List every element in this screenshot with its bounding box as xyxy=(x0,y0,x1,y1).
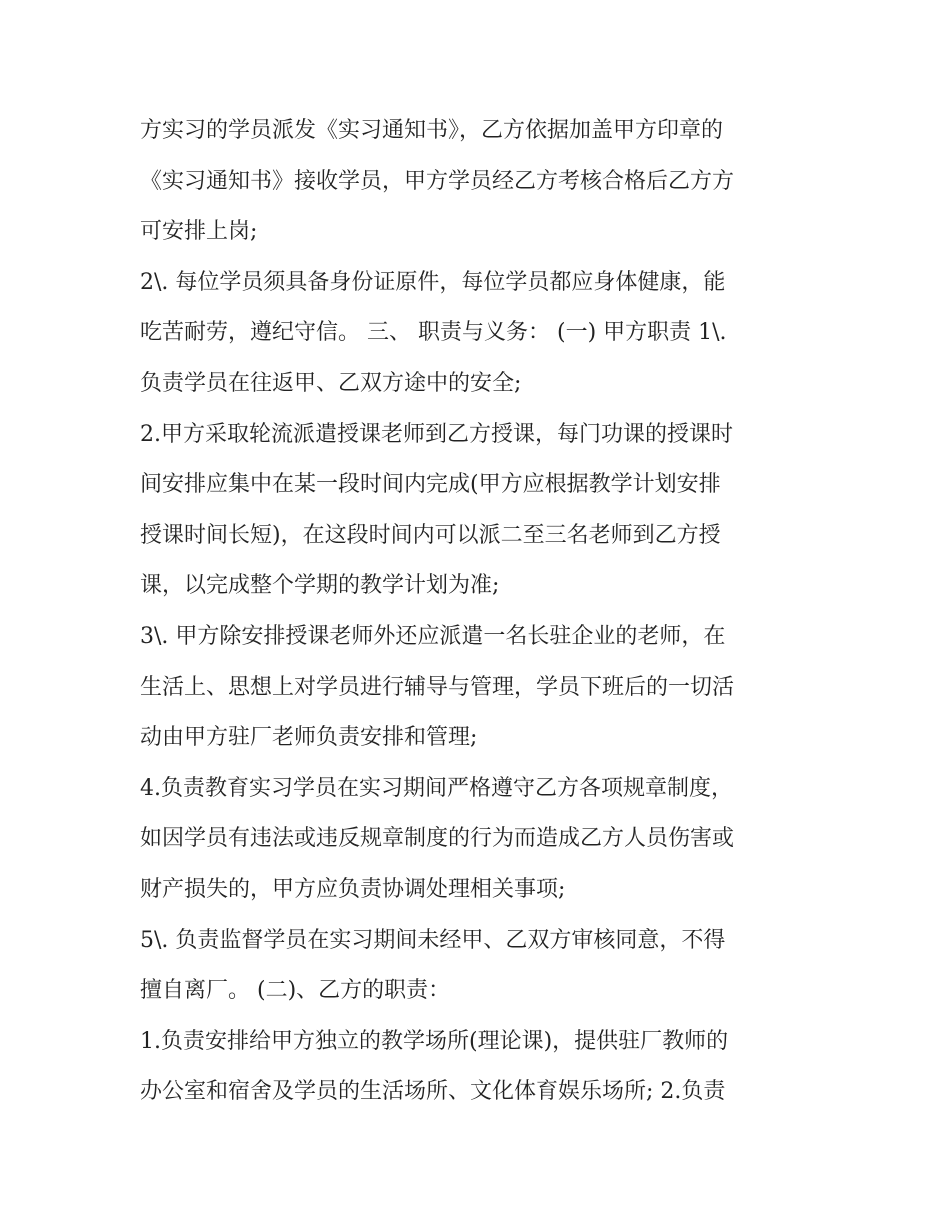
text-line: 动由甲方驻厂老师负责安排和管理; xyxy=(140,725,478,751)
text-line: 可安排上岗; xyxy=(140,219,258,245)
text-line: 课，以完成整个学期的教学计划为准; xyxy=(140,573,500,599)
text-line: 如因学员有违法或违反规章制度的行为而造成乙方人员伤害或 xyxy=(140,826,735,852)
text-line: 4.负责教育实习学员在实习期间严格遵守乙方各项规章制度， xyxy=(140,775,733,801)
text-line: 授课时间长短)，在这段时间内可以派二至三名老师到乙方授 xyxy=(140,522,721,548)
text-line: 擅自离厂。 (二)、乙方的职责： xyxy=(140,978,451,1004)
body-text xyxy=(140,106,820,1118)
text-line: 财产损失的，甲方应负责协调处理相关事项; xyxy=(140,876,566,902)
text-line: 吃苦耐劳，遵纪守信。 三、 职责与义务： (一) 甲方职责 1\. xyxy=(140,320,727,346)
text-line: 间安排应集中在某一段时间内完成(甲方应根据教学计划安排 xyxy=(140,472,721,498)
text-line: 负责学员在往返甲、乙双方途中的安全; xyxy=(140,370,522,396)
text-line: 2\. 每位学员须具备身份证原件，每位学员都应身体健康，能 xyxy=(140,269,726,295)
text-line: 5\. 负责监督学员在实习期间未经甲、乙双方审核同意，不得 xyxy=(140,927,726,953)
text-line: 生活上、思想上对学员进行辅导与管理，学员下班后的一切活 xyxy=(140,674,735,700)
text-line: 2.甲方采取轮流派遣授课老师到乙方授课，每门功课的授课时 xyxy=(140,421,733,447)
text-line: 办公室和宿舍及学员的生活场所、文化体育娱乐场所; 2.负责 xyxy=(140,1079,726,1105)
text-line: 《实习通知书》接收学员，甲方学员经乙方考核合格后乙方方 xyxy=(140,168,735,194)
text-line: 3\. 甲方除安排授课老师外还应派遣一名长驻企业的老师，在 xyxy=(140,623,726,649)
text-line: 1.负责安排给甲方独立的教学场所(理论课)，提供驻厂教师的 xyxy=(140,1028,729,1054)
text-line: 方实习的学员派发《实习通知书》，乙方依据加盖甲方印章的 xyxy=(140,118,724,143)
